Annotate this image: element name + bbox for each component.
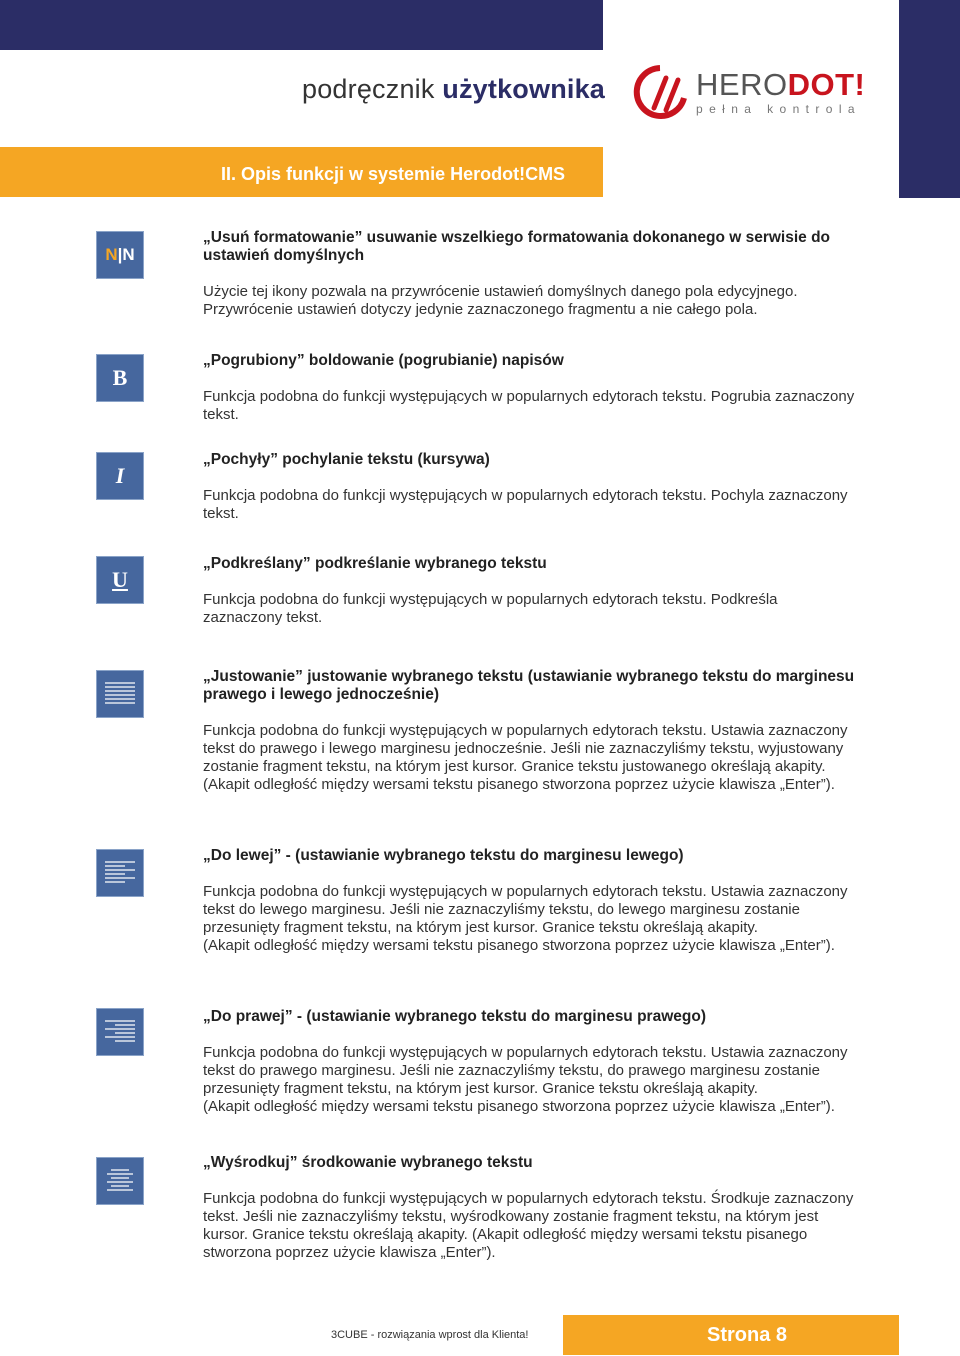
bold-icon: B: [96, 354, 144, 402]
logo-mark-icon: [632, 64, 692, 120]
footer-company-text: 3CUBE - rozwiązania wprost dla Klienta!: [331, 1329, 529, 1341]
item-description: Funkcja podobna do funkcji występujących w popularnych edytorach tekstu. Środkuje zaznaczony tekst. Jeśli nie zaznaczyliśmy tekstu, wyśrodkowany zostanie fragment tekstu, na którym jest kursor. Granice tekstu określają akapity. (Akapit odległość między wersami tekstu pisanego stworzona poprzez użycie klawisza „Enter”).: [203, 1190, 854, 1261]
item-description: Funkcja podobna do funkcji występujących w popularnych edytorach tekstu. Pogrubia zaznaczony tekst.: [203, 388, 855, 423]
footer-page-bar: [563, 1315, 899, 1355]
justify-icon: [96, 670, 144, 718]
item-title: „Usuń formatowanie” usuwanie wszelkiego formatowania dokonanego w serwisie do ustawień domyślnych: [203, 229, 831, 264]
logo-tagline: pełna kontrola: [696, 102, 861, 116]
item-title: „Do lewej” - (ustawianie wybranego tekstu do marginesu lewego): [203, 847, 684, 864]
right-decor-bar: [899, 0, 960, 198]
item-title: „Pochyły” pochylanie tekstu (kursywa): [203, 451, 490, 468]
item-description: Funkcja podobna do funkcji występujących w popularnych edytorach tekstu. Ustawia zaznaczony tekst do lewego marginesu. Jeśli nie zaznaczyliśmy tekstu, do lewego marginesu zostanie przesunięty fragment tekstu, na którym jest kursor. Granice tekstu określają akapity. (Akapit odległość między wersami tekstu pisanego stworzona poprzez użycie klawisza „Enter”).: [203, 883, 848, 954]
page-header-title: podręcznik użytkownika: [302, 74, 606, 104]
item-title: „Podkreślany” podkreślanie wybranego tekstu: [203, 555, 547, 572]
herodot-logo: [632, 64, 866, 124]
align-center-icon: [96, 1157, 144, 1205]
item-description: Funkcja podobna do funkcji występujących w popularnych edytorach tekstu. Podkreśla zaznaczony tekst.: [203, 591, 778, 626]
top-decor-bar: [0, 0, 603, 50]
item-title: „Wyśrodkuj” środkowanie wybranego tekstu: [203, 1154, 533, 1171]
align-left-icon: [96, 849, 144, 897]
item-title: „Justowanie” justowanie wybranego tekstu (ustawianie wybranego tekstu do marginesu prawego i lewego jednocześnie): [203, 668, 855, 703]
section-title: II. Opis funkcji w systemie Herodot!CMS: [221, 164, 566, 184]
align-right-icon: [96, 1008, 144, 1056]
clear-format-icon: N|N: [96, 231, 144, 279]
page-number: Strona 8: [707, 1324, 788, 1346]
item-description: Funkcja podobna do funkcji występujących w popularnych edytorach tekstu. Ustawia zaznaczony tekst do prawego marginesu. Jeśli nie zaznaczyliśmy tekstu, do prawego marginesu zostanie przesunięty fragment tekstu, na którym jest kursor. Granice tekstu określają akapity. (Akapit odległość między wersami tekstu pisanego stworzona poprzez użycie klawisza „Enter”).: [203, 1044, 848, 1115]
item-title: „Do prawej” - (ustawianie wybranego tekstu do marginesu prawego): [203, 1008, 706, 1025]
item-title: „Pogrubiony” boldowanie (pogrubianie) napisów: [203, 352, 564, 369]
italic-icon: I: [96, 452, 144, 500]
item-description: Funkcja podobna do funkcji występujących w popularnych edytorach tekstu. Ustawia zaznaczony tekst do prawego i lewego marginesu jednocześnie. Jeśli nie zaznaczyliśmy tekstu, wyjustowany zostanie fragment tekstu, na którym jest kursor. Granice tekstu justowanego określają akapity. (Akapit odległość między wersami tekstu pisanego stworzona poprzez użycie klawisza „Enter”).: [203, 722, 848, 793]
section-heading-bar: [0, 147, 603, 197]
item-description: Użycie tej ikony pozwala na przywrócenie ustawień domyślnych danego pola edycyjnego. Przywrócenie ustawień dotyczy jedynie zaznaczonego fragmentu a nie całego pola.: [203, 283, 798, 318]
underline-icon: U: [96, 556, 144, 604]
logo-wordmark: HERODOT!: [696, 67, 866, 102]
item-description: Funkcja podobna do funkcji występujących w popularnych edytorach tekstu. Pochyla zaznaczony tekst.: [203, 487, 848, 522]
